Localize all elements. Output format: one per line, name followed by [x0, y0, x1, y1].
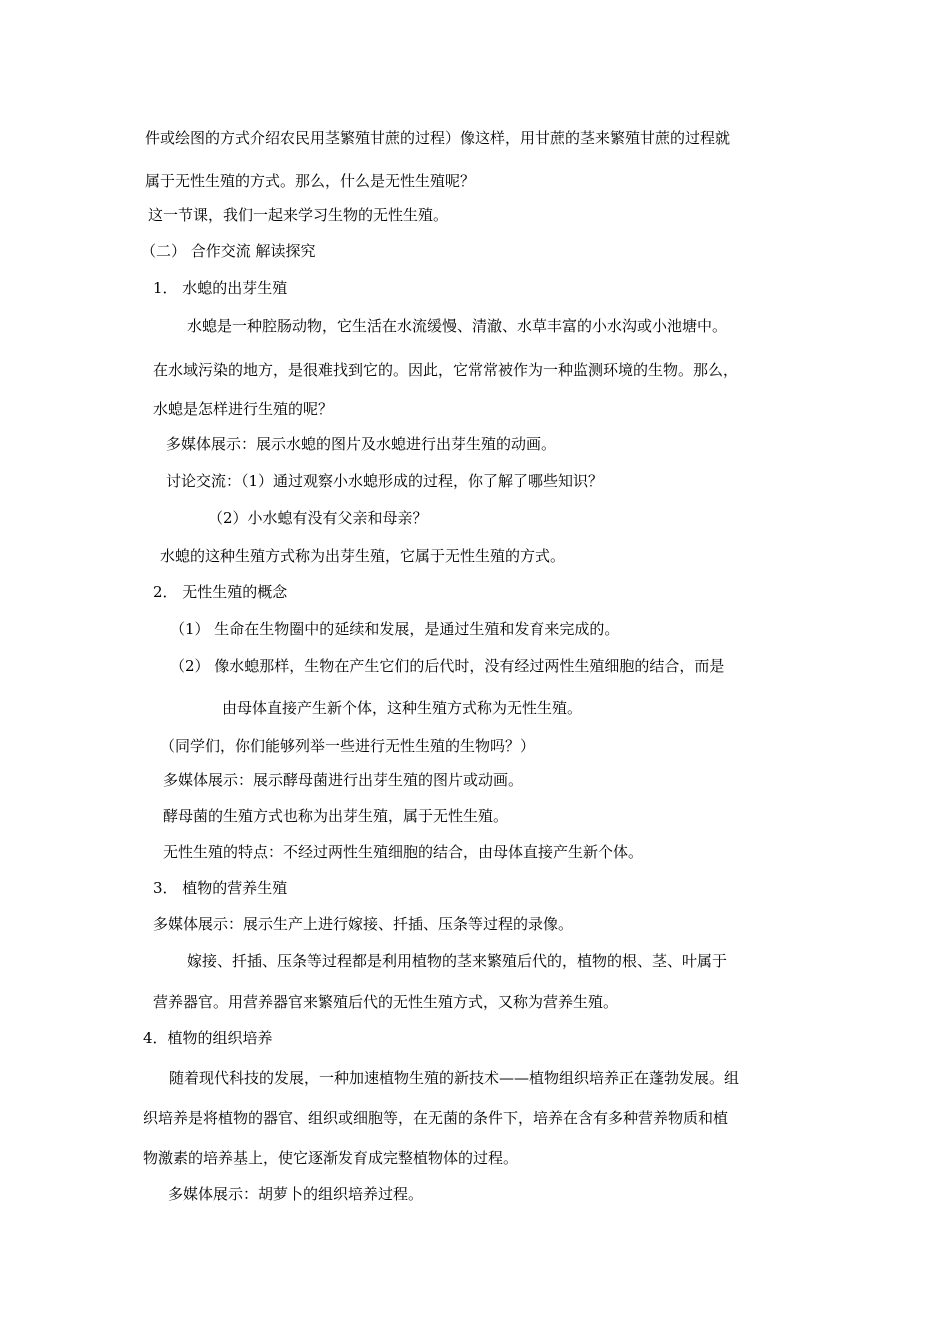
text-line: 讨论交流：（1）通过观察小水螅形成的过程，你了解了哪些知识？: [166, 472, 604, 490]
text-line: （同学们，你们能够列举一些进行无性生殖的生物吗？）: [160, 737, 536, 755]
subsection-heading: 4．植物的组织培养: [143, 1029, 273, 1047]
subsection-heading: 3． 植物的营养生殖: [153, 879, 288, 897]
text-line: 嫁接、扦插、压条等过程都是利用植物的茎来繁殖后代的，植物的根、茎、叶属于: [187, 952, 728, 970]
text-line: 由母体直接产生新个体，这种生殖方式称为无性生殖。: [222, 699, 583, 717]
text-line: 水螅是一种腔肠动物，它生活在水流缓慢、清澈、水草丰富的小水沟或小池塘中。: [187, 317, 728, 335]
text-line: 这一节课，我们一起来学习生物的无性生殖。: [148, 206, 449, 224]
section-heading: （二） 合作交流 解读探究: [141, 242, 316, 260]
text-line: 物激素的培养基上，使它逐渐发育成完整植物体的过程。: [143, 1149, 519, 1167]
text-line: 营养器官。用营养器官来繁殖后代的无性生殖方式，又称为营养生殖。: [153, 993, 619, 1011]
subsection-heading: 1． 水螅的出芽生殖: [153, 279, 288, 297]
list-item: （1） 生命在生物圈中的延续和发展，是通过生殖和发育来完成的。: [170, 620, 620, 638]
text-line: 属于无性生殖的方式。那么，什么是无性生殖呢？: [145, 172, 476, 190]
text-line: 随着现代科技的发展，一种加速植物生殖的新技术——植物组织培养正在蓬勃发展。组: [169, 1069, 740, 1087]
subsection-heading: 2． 无性生殖的概念: [153, 583, 288, 601]
text-line: 在水域污染的地方，是很难找到它的。因此，它常常被作为一种监测环境的生物。那么，: [153, 361, 739, 379]
text-line: 多媒体展示：胡萝卜的组织培养过程。: [168, 1185, 424, 1203]
text-line: 多媒体展示：展示酵母菌进行出芽生殖的图片或动画。: [163, 771, 524, 789]
text-line: 酵母菌的生殖方式也称为出芽生殖，属于无性生殖。: [163, 807, 509, 825]
text-line: 多媒体展示：展示生产上进行嫁接、扦插、压条等过程的录像。: [153, 915, 574, 933]
list-item: （2） 像水螅那样，生物在产生它们的后代时，没有经过两性生殖细胞的结合，而是: [170, 657, 725, 675]
text-line: 无性生殖的特点：不经过两性生殖细胞的结合，由母体直接产生新个体。: [163, 843, 644, 861]
text-line: 水螅是怎样进行生殖的呢？: [153, 400, 334, 418]
text-line: 多媒体展示：展示水螅的图片及水螅进行出芽生殖的动画。: [166, 435, 557, 453]
text-line: 织培养是将植物的器官、组织或细胞等，在无菌的条件下，培养在含有多种营养物质和植: [143, 1109, 729, 1127]
text-line: 件或绘图的方式介绍农民用茎繁殖甘蔗的过程）像这样，用甘蔗的茎来繁殖甘蔗的过程就: [145, 129, 731, 147]
text-line: 水螅的这种生殖方式称为出芽生殖，它属于无性生殖的方式。: [160, 547, 566, 565]
text-line: （2）小水螅有没有父亲和母亲？: [208, 509, 428, 527]
